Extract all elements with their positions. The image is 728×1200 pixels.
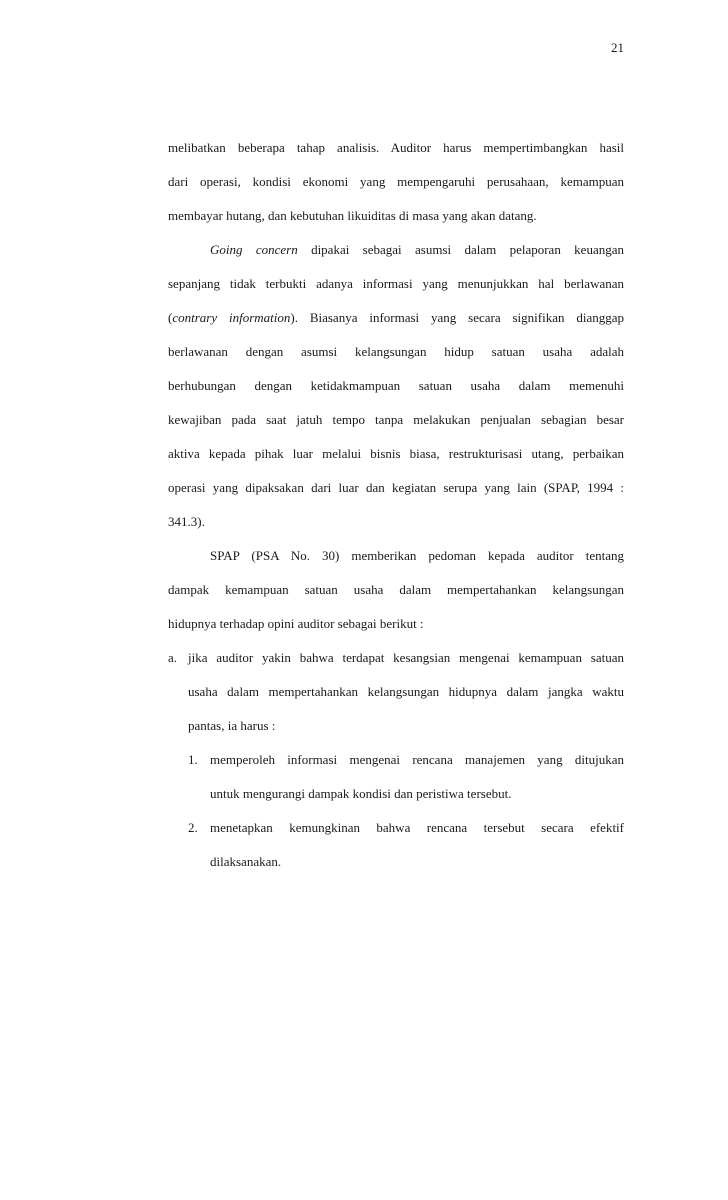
list-item-2 <box>168 811 624 879</box>
text-line: operasi yang dipaksakan dari luar dan kegiatan serupa yang lain (SPAP, 1994 : <box>168 480 624 495</box>
text-span: ( <box>168 310 173 325</box>
page-body <box>168 131 624 879</box>
text-line: dari operasi, kondisi ekonomi yang mempengaruhi perusahaan, kemampuan <box>168 174 624 189</box>
text-line: jika auditor yakin bahwa terdapat kesangsian mengenai kemampuan satuan <box>188 650 624 665</box>
list-item-a <box>168 641 624 743</box>
text-line <box>168 233 624 267</box>
paragraph-1 <box>168 131 624 233</box>
text-line: melibatkan beberapa tahap analisis. Auditor harus mempertimbangkan hasil <box>168 140 624 155</box>
text-span: dipakai sebagai asumsi dalam pelaporan keuangan <box>297 242 624 257</box>
text-line: pantas, ia harus : <box>188 718 276 733</box>
text-line: usaha dalam mempertahankan kelangsungan hidupnya dalam jangka waktu <box>188 684 624 699</box>
page-number: 21 <box>611 40 624 55</box>
text-line: sepanjang tidak terbukti adanya informasi yang menunjukkan hal berlawanan <box>168 276 624 291</box>
text-line: membayar hutang, dan kebutuhan likuiditas di masa yang akan datang. <box>168 208 537 223</box>
text-line: 341.3). <box>168 514 205 529</box>
text-line: hidupnya terhadap opini auditor sebagai berikut : <box>168 616 424 631</box>
list-item-1 <box>168 743 624 811</box>
text-span: ). Biasanya informasi yang secara signifikan dianggap <box>290 310 624 325</box>
text-line: SPAP (PSA No. 30) memberikan pedoman kepada auditor tentang <box>210 548 624 563</box>
text-line: berhubungan dengan ketidakmampuan satuan usaha dalam memenuhi <box>168 378 624 393</box>
list-marker: 1. <box>188 752 198 767</box>
text-line: berlawanan dengan asumsi kelangsungan hidup satuan usaha adalah <box>168 344 624 359</box>
italic-term: contrary information <box>172 310 291 325</box>
italic-term: Going concern <box>210 242 298 257</box>
text-line: aktiva kepada pihak luar melalui bisnis biasa, restrukturisasi utang, perbaikan <box>168 446 624 461</box>
paragraph-2 <box>168 233 624 539</box>
text-line <box>168 301 624 335</box>
text-line: menetapkan kemungkinan bahwa rencana tersebut secara efektif <box>210 820 624 835</box>
text-line: dilaksanakan. <box>210 854 282 869</box>
paragraph-3 <box>168 539 624 641</box>
text-line: dampak kemampuan satuan usaha dalam mempertahankan kelangsungan <box>168 582 624 597</box>
text-line: kewajiban pada saat jatuh tempo tanpa melakukan penjualan sebagian besar <box>168 412 624 427</box>
list-marker: 2. <box>188 820 198 835</box>
text-line: memperoleh informasi mengenai rencana manajemen yang ditujukan <box>210 752 624 767</box>
text-line: untuk mengurangi dampak kondisi dan peristiwa tersebut. <box>210 786 512 801</box>
list-marker: a. <box>168 650 178 665</box>
